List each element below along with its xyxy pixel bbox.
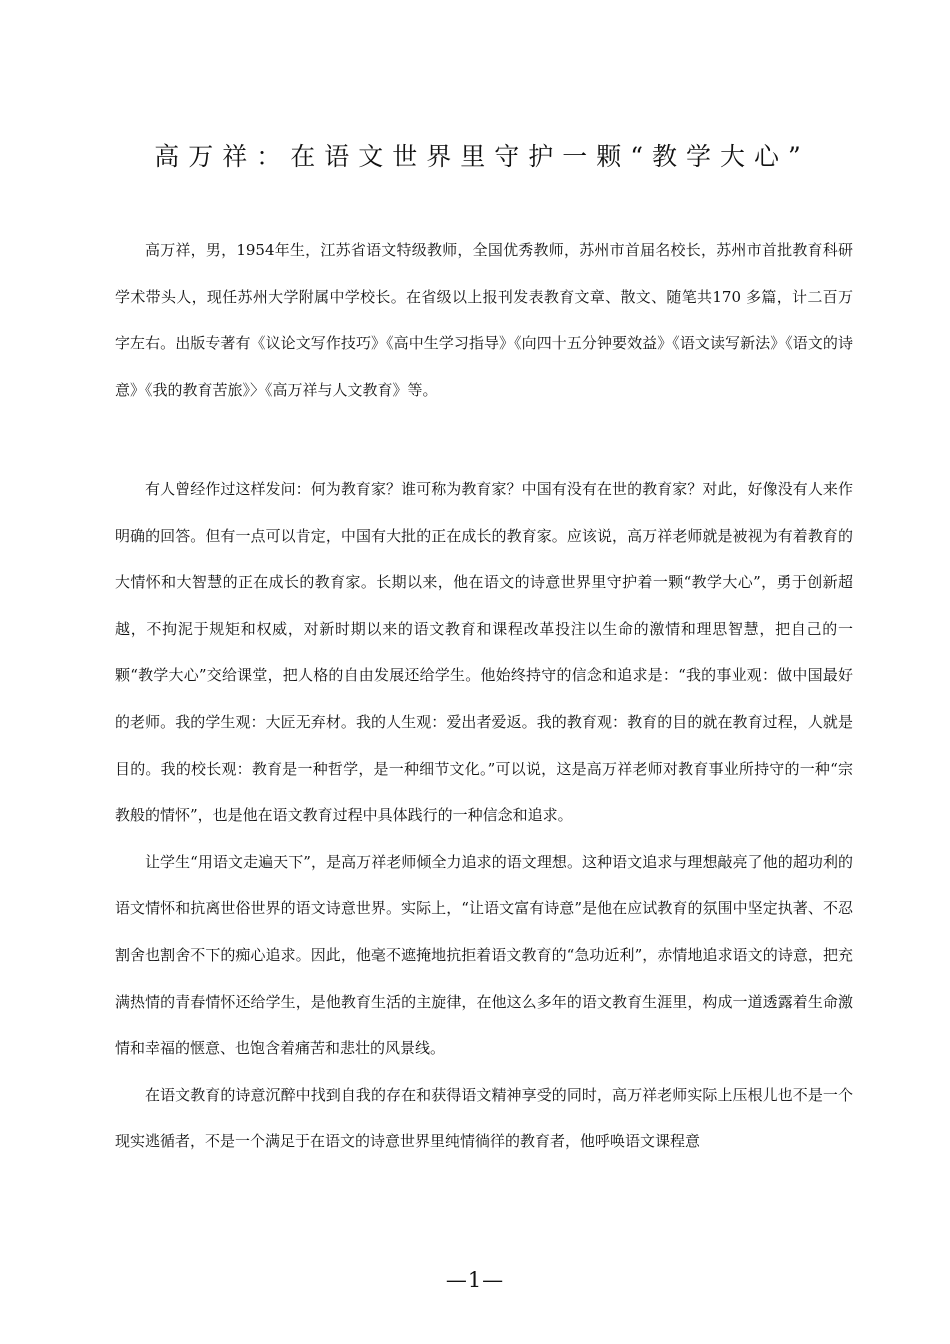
- bio-paragraph: 高万祥，男，1954年生，江苏省语文特级教师，全国优秀教师，苏州市首届名校长，苏州市首批教育科研学术带头人，现任苏州大学附属中学校长。在省级以上报刊发表教育文章、散文、随笔共170 多篇，计二百万字左右。出版专著有《议论文写作技巧》《高中生学习指导》《向四十五分钟要效益》《语文读写新法》《语文的诗意》《我的教育苦旅》〉《高万祥与人文教育》等。: [115, 241, 853, 399]
- body-paragraph-1: 有人曾经作过这样发问：何为教育家？谁可称为教育家？中国有没有在世的教育家？对此，好像没有人来作明确的回答。但有一点可以肯定，中国有大批的正在成长的教育家。应该说，高万祥老师就是被视为有着教育的大情怀和大智慧的正在成长的教育家。长期以来，他在语文的诗意世界里守护着一颗“教学大心”，勇于创新超越，不拘泥于规矩和权威，对新时期以来的语文教育和课程改革投注以生命的激情和理思智慧，把自己的一颗“教学大心”交给课堂，把人格的自由发展还给学生。他始终持守的信念和追求是：“我的事业观：做中国最好的老师。我的学生观：大匠无弃材。我的人生观：爱出者爱返。我的教育观：教育的目的就在教育过程，人就是目的。我的校长观：教育是一种哲学，是一种细节文化。”可以说，这是高万祥老师对教育事业所持守的一种“宗教般的情怀”，也是他在语文教育过程中具体践行的一种信念和追求。: [115, 480, 853, 825]
- page-number: —1—: [445, 1268, 505, 1292]
- body-paragraph-2: 让学生“用语文走遍天下”，是高万祥老师倾全力追求的语文理想。这种语文追求与理想敲亮了他的超功利的语文情怀和抗离世俗世界的语文诗意世界。实际上，“让语文富有诗意”是他在应试教育的氛围中坚定执著、不忍割舍也割舍不下的痴心追求。因此，他毫不遮掩地抗拒着语文教育的“急功近利”，赤情地追求语文的诗意，把充满热情的青春情怀还给学生，是他教育生活的主旋律，在他这么多年的语文教育生涯里，构成一道透露着生命激情和幸福的惬意、也饱含着痛苦和悲壮的风景线。: [115, 852, 853, 1058]
- author-bio: [115, 227, 853, 413]
- page-title: 高万祥：在语文世界里守护一颗“教学大心”: [154, 142, 810, 171]
- article-body: [115, 466, 853, 1165]
- body-paragraph-3: 在语文教育的诗意沉醉中找到自我的存在和获得语文精神享受的同时，高万祥老师实际上压根儿也不是一个现实逃循者，不是一个满足于在语文的诗意世界里纯情徜徉的教育者，他呼唤语文课程意: [115, 1085, 853, 1151]
